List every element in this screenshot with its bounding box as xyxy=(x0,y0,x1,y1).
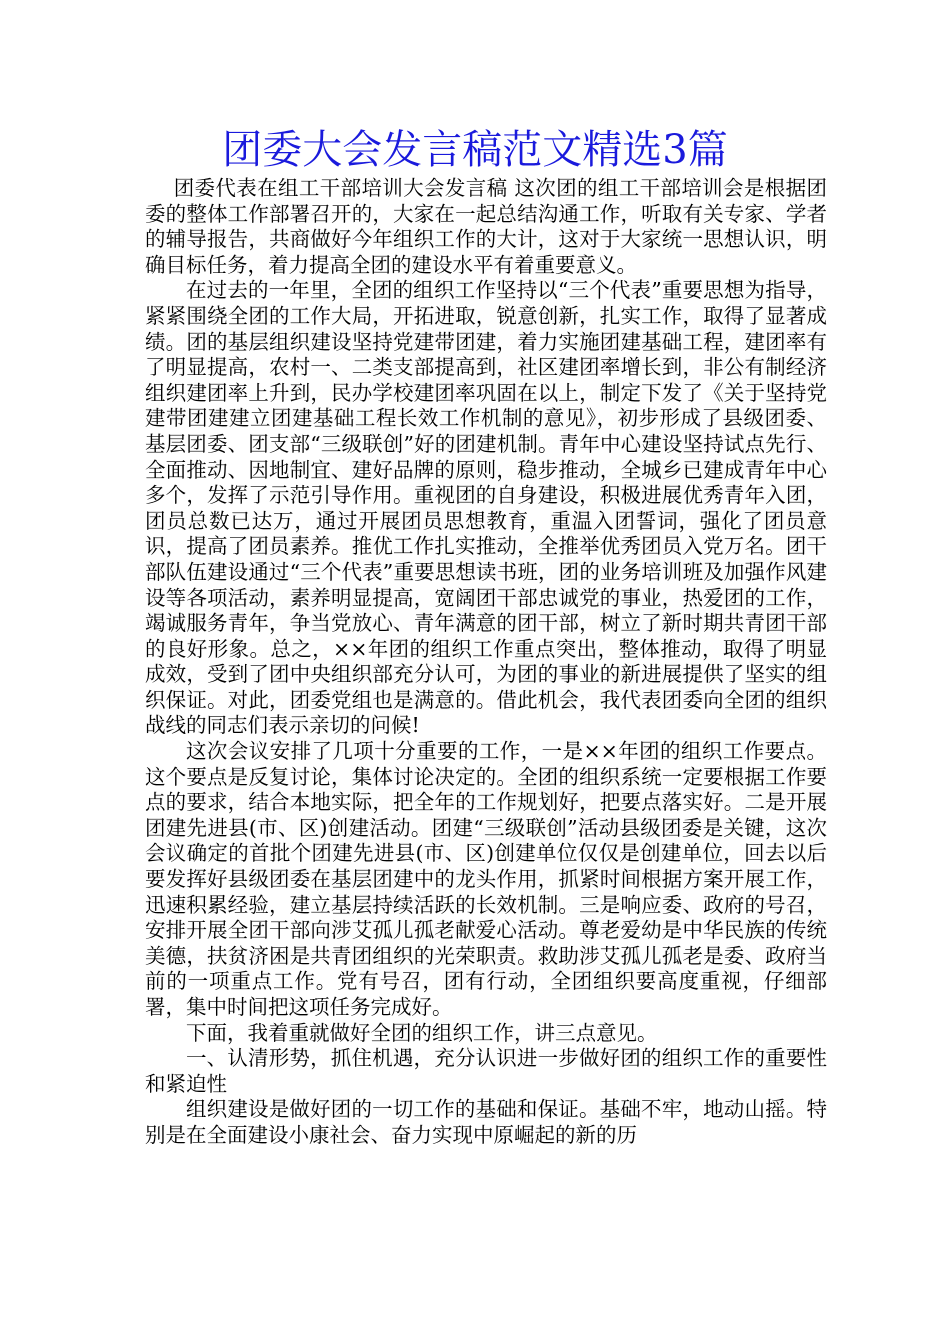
paragraph: 在过去的一年里，全团的组织工作坚持以“三个代表”重要思想为指导，紧紧围绕全团的工作大局，开拓进取，锐意创新，扎实工作，取得了显著成绩。团的基层组织建设坚持党建带团建，着力实施团建基础工程，建团率有了明显提高，农村一、二类支部提高到，社区建团率增长到，非公有制经济组织建团率上升到，民办学校建团率巩固在以上，制定下发了《关于坚持党建带团建建立团建基础工程长效工作机制的意见》，初步形成了县级团委、基层团委、团支部“三级联创”好的团建机制。青年中心建设坚持试点先行、全面推动、因地制宜、建好品牌的原则，稳步推动，全城乡已建成青年中心多个，发挥了示范引导作用。重视团的自身建设，积极进展优秀青年入团，团员总数已达万，通过开展团员思想教育，重温入团誓词，强化了团员意识，提高了团员素养。推优工作扎实推动，全推举优秀团员入党万名。团干部队伍建设通过“三个代表”重要思想读书班，团的业务培训班及加强作风建设等各项活动，素养明显提高，宽阔团干部忠诚党的事业，热爱团的工作，竭诚服务青年，争当党放心、青年满意的团干部，树立了新时期共青团干部的良好形象。总之，××年团的组织工作重点突出，整体推动，取得了明显成效，受到了团中央组织部充分认可，为团的事业的新进展提供了坚实的组织保证。对此，团委党组也是满意的。借此机会，我代表团委向全团的组织战线的同志们表示亲切的问候! xyxy=(145,278,827,738)
paragraph: 组织建设是做好团的一切工作的基础和保证。基础不牢，地动山摇。特别是在全面建设小康社会、奋力实现中原崛起的新的历 xyxy=(145,1097,827,1147)
paragraph: 下面，我着重就做好全团的组织工作，讲三点意见。 xyxy=(186,1020,658,1045)
section-heading: 一、认清形势，抓住机遇，充分认识进一步做好团的组织工作的重要性和紧迫性 xyxy=(145,1046,827,1096)
document-title: 团委大会发言稿范文精选3篇 xyxy=(222,127,728,173)
paragraph: 这次会议安排了几项十分重要的工作，一是××年团的组织工作要点。这个要点是反复讨论，集体讨论决定的。全团的组织系统一定要根据工作要点的要求，结合本地实际，把全年的工作规划好，把要点落实好。二是开展团建先进县(市、区)创建活动。团建“三级联创”活动县级团委是关键，这次会议确定的首批个团建先进县(市、区)创建单位仅仅是创建单位，回去以后要发挥好县级团委在基层团建中的龙头作用，抓紧时间根据方案开展工作，迅速积累经验，建立基层持续活跃的长效机制。三是响应委、政府的号召，安排开展全团干部向涉艾孤儿孤老献爱心活动。尊老爱幼是中华民族的传统美德，扶贫济困是共青团组织的光荣职责。救助涉艾孤儿孤老是委、政府当前的一项重点工作。党有号召，团有行动，全团组织要高度重视，仔细部署，集中时间把这项任务完成好。 xyxy=(145,739,827,1019)
document-body xyxy=(145,176,827,1149)
paragraph: 团委代表在组工干部培训大会发言稿 这次团的组工干部培训会是根据团委的整体工作部署召开的，大家在一起总结沟通工作，听取有关专家、学者的辅导报告，共商做好今年组织工作的大计，这对于大家统一思想认识，明确目标任务，着力提高全团的建设水平有着重要意义。 xyxy=(145,176,827,277)
